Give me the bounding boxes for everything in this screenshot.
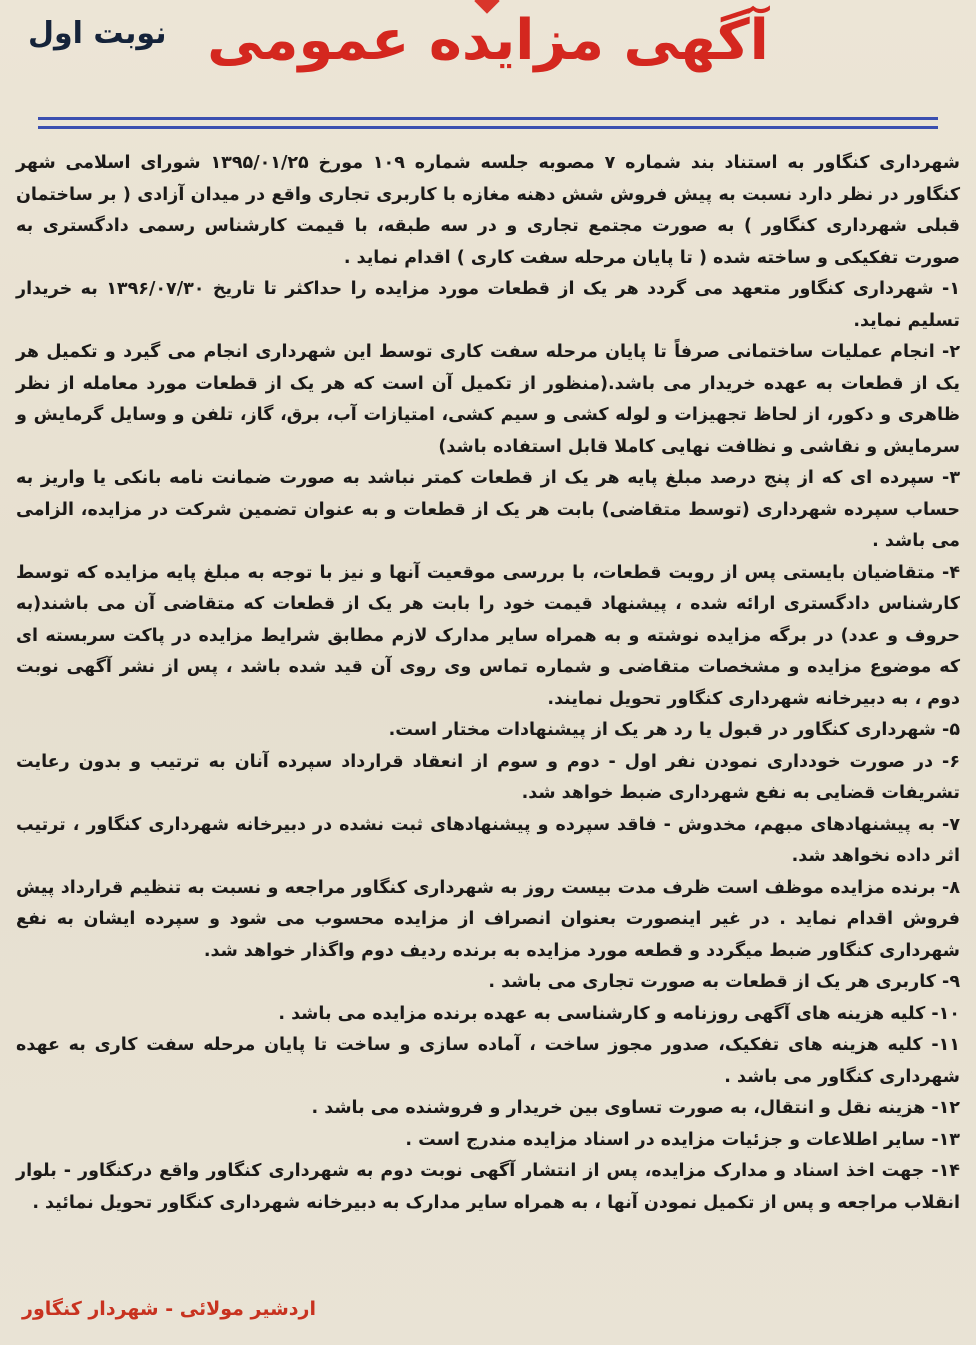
header-divider-bottom — [38, 126, 938, 129]
clause-5: ۵- شهرداری کنگاور در قبول یا رد هر یک از پیشنهادات مختار است. — [388, 720, 960, 740]
header-divider-top — [38, 117, 938, 120]
notice-header — [18, 0, 958, 112]
notice-title: آگهی مزایده عمومی — [207, 8, 769, 73]
clause-7: ۷- به پیشنهادهای مبهم، مخدوش - فاقد سپرده و پیشنهادهای ثبت نشده در دبیرخانه شهرداری کنگاور ، ترتیب اثر داده نخواهد شد. — [16, 814, 960, 866]
clause-10: ۱۰- کلیه هزینه های آگهی روزنامه و کارشناسی به عهده برنده مزایده می باشد . — [278, 1003, 960, 1024]
clause-6: ۶- در صورت خودداری نمودن نفر اول - دوم و سوم از انعقاد قرارداد سپرده آنان به ترتیب و بدون رعایت تشریفات قضایی به نفع شهرداری ضبط خواهد شد. — [16, 751, 960, 803]
clause-11: ۱۱- کلیه هزینه های تفکیک، صدور مجوز ساخت ، آماده سازی و ساخت تا پایان مرحله سفت کاری به عهده شهرداری کنگاور می باشد . — [16, 1035, 960, 1087]
mayor-signature: اردشیر مولائی - شهردار کنگاور — [22, 1298, 316, 1320]
clause-9: ۹- کاربری هر یک از قطعات به صورت تجاری می باشد . — [488, 972, 960, 992]
clause-13: ۱۳- سایر اطلاعات و جزئیات مزایده در اسناد مزایده مندرج است . — [405, 1129, 960, 1150]
clause-8: ۸- برنده مزایده موظف است ظرف مدت بیست روز به شهرداری کنگاور مراجعه و نسبت به تنظیم قرارداد پیش فروش اقدام نماید . در غیر اینصورت بعنوان انصراف از مزایده محسوب می شود و سپرده ایشان به نفع شهرداری کنگاور ضبط میگردد و قطعه مورد مزایده به برنده ردیف دوم واگذار خواهد شد. — [16, 877, 960, 961]
clause-1: ۱- شهرداری کنگاور متعهد می گردد هر یک از قطعات مورد مزایده را حداکثر تا تاریخ ۱۳۹۶/۰۷/۳۰ به خریدار تسلیم نماید. — [16, 279, 960, 331]
intro-paragraph: شهرداری کنگاور به استناد بند شماره ۷ مصوبه جلسه شماره ۱۰۹ مورخ ۱۳۹۵/۰۱/۲۵ شورای اسلامی شهر کنگاور در نظر دارد نسبت به پیش فروش شش دهنه مغازه با کاربری تجاری واقع در میدان آزادی ( بر ساختمان قبلی شهرداری کنگاور ) به صورت مجتمع تجاری و در سه طبقه، با قیمت کارشناس رسمی دادگستری به صورت تفکیکی و ساخته شده ( تا پایان مرحله سفت کاری ) اقدام نماید . — [16, 153, 960, 268]
clause-2: ۲- انجام عملیات ساختمانی صرفاً تا پایان مرحله سفت کاری توسط این شهرداری انجام می گیرد و تکمیل هر یک از قطعات به عهده خریدار می باشد.(منظور از تکمیل آن است که هر یک از قطعات مورد معامله از نظر ظاهری و دکور، از لحاظ تجهیزات و لوله کشی و سیم کشی، امتیازات آب، برق، گاز، تلفن و وسایل گرمایش و سرمایش و نقاشی و نظافت نهایی کاملا قابل استفاده باشد) — [16, 342, 960, 457]
publication-round: نوبت اول — [28, 16, 167, 51]
clause-12: ۱۲- هزینه نقل و انتقال، به صورت تساوی بین خریدار و فروشنده می باشد . — [311, 1098, 960, 1118]
clause-4: ۴- متقاضیان بایستی پس از رویت قطعات، با بررسی موقعیت آنها و نیز با توجه به مبلغ پایه مزایده که توسط کارشناس دادگستری ارائه شده ، پیشنهاد قیمت خود را بابت هر یک از قطعات که متقاضی آن می باشند(به حروف و عدد) در برگه مزایده نوشته و به همراه سایر مدارک لازم مطابق شرایط مزایده در پاکت سربسته ای که موضوع مزایده و مشخصات متقاضی و شماره تماس وی روی آن قید شده باشد ، پس از نشر آگهی نوبت دوم ، به دبیرخانه شهرداری کنگاور تحویل نمایند. — [16, 562, 960, 709]
clause-14: ۱۴- جهت اخذ اسناد و مدارک مزایده، پس از انتشار آگهی نوبت دوم به شهرداری کنگاور واقع درکنگاور - بلوار انقلاب مراجعه و پس از تکمیل نمودن آنها ، به همراه سایر مدارک به دبیرخانه شهرداری کنگاور تحویل نمائید . — [16, 1161, 960, 1213]
notice-body — [16, 148, 960, 1219]
clause-3: ۳- سپرده ای که از پنج درصد مبلغ پایه هر یک از قطعات کمتر نباشد به صورت ضمانت نامه بانکی یا واریز به حساب سپرده شهرداری (توسط متقاضی) بابت هر یک از قطعات و به عنوان تضمین شرکت در مزایده، الزامی می باشد . — [16, 468, 960, 551]
